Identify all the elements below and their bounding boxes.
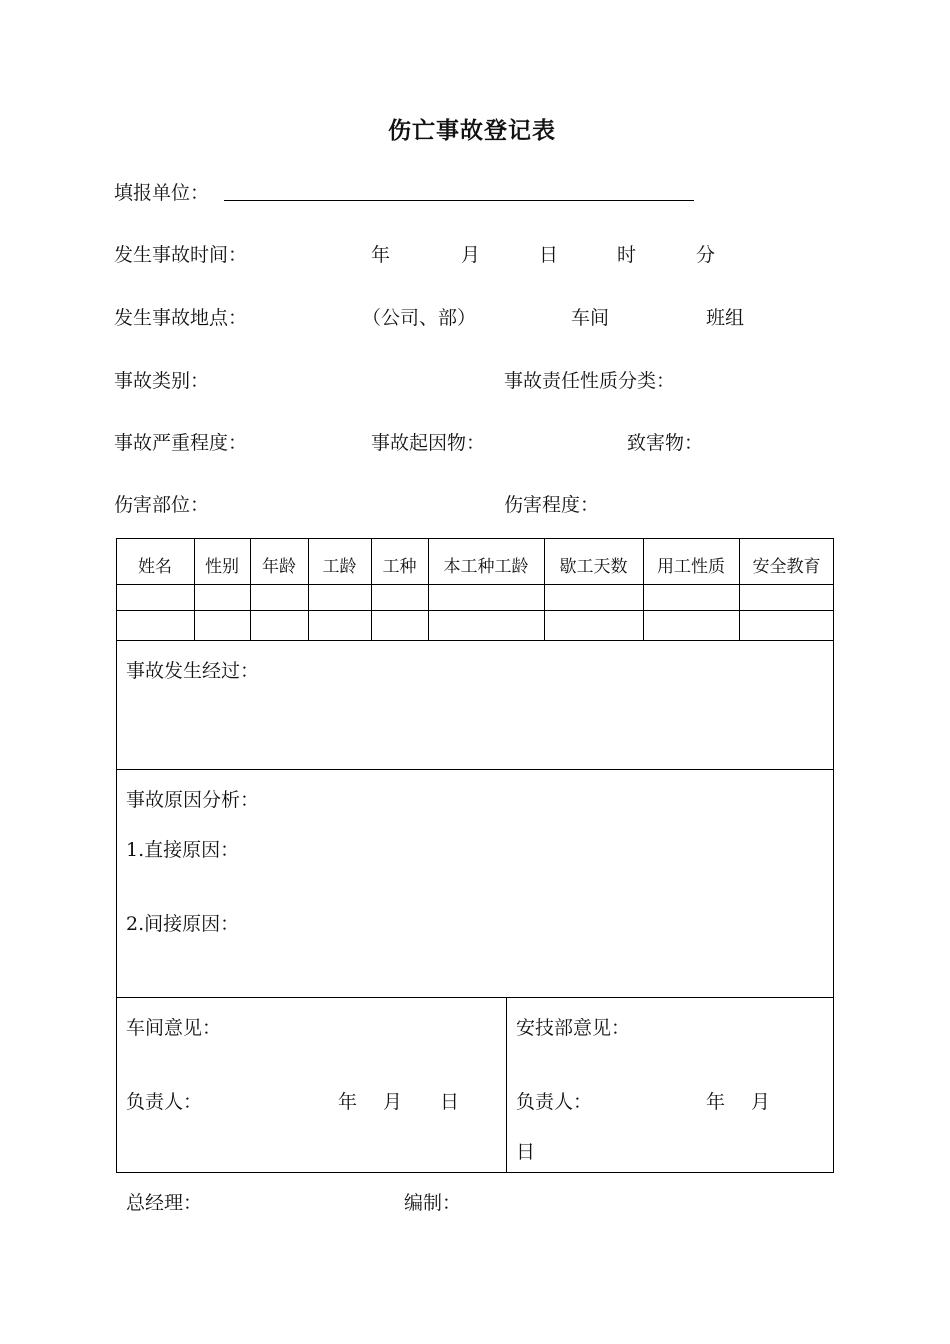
safety-day: 日 xyxy=(516,1141,536,1163)
responsibility-label: 事故责任性质分类： xyxy=(504,370,676,392)
place-company: （公司、部） xyxy=(362,307,477,329)
time-unit-hour: 时 xyxy=(617,244,637,266)
page-title: 伤亡事故登记表 xyxy=(388,117,556,144)
analysis-section-divider xyxy=(116,997,834,998)
time-unit-minute: 分 xyxy=(696,244,716,266)
severity-label: 事故严重程度： xyxy=(114,432,248,454)
header-days-off: 歇工天数 xyxy=(559,557,628,577)
safety-month: 月 xyxy=(751,1091,771,1113)
indirect-cause-label: 2.间接原因： xyxy=(126,913,240,935)
process-section-divider xyxy=(116,769,834,770)
header-age: 年龄 xyxy=(262,557,296,577)
place-label: 发生事故地点： xyxy=(114,307,248,329)
table-bottom-divider xyxy=(116,640,834,641)
place-workshop: 车间 xyxy=(571,307,610,329)
time-unit-month: 月 xyxy=(461,244,481,266)
harm-object-label: 致害物： xyxy=(627,432,704,454)
table-header-divider xyxy=(116,584,834,585)
header-employment-type: 用工性质 xyxy=(657,557,725,577)
injury-part-label: 伤害部位： xyxy=(114,494,210,516)
unit-label: 填报单位： xyxy=(114,182,210,204)
category-label: 事故类别： xyxy=(114,370,210,392)
header-gender: 性别 xyxy=(205,557,239,577)
analysis-label: 事故原因分析： xyxy=(126,789,260,811)
workshop-day: 日 xyxy=(440,1091,460,1113)
injury-degree-label: 伤害程度： xyxy=(504,494,600,516)
process-label: 事故发生经过： xyxy=(126,660,260,682)
workshop-responsible-label: 负责人： xyxy=(126,1091,203,1113)
opinion-divider xyxy=(506,997,507,1173)
safety-responsible-label: 负责人： xyxy=(516,1091,593,1113)
place-team: 班组 xyxy=(706,307,745,329)
header-seniority: 工龄 xyxy=(322,557,357,577)
header-safety-education: 安全教育 xyxy=(752,557,821,577)
safety-year: 年 xyxy=(706,1091,726,1113)
direct-cause-label: 1.直接原因： xyxy=(126,839,240,861)
table-row-divider xyxy=(116,610,834,611)
workshop-month: 月 xyxy=(383,1091,403,1113)
time-unit-year: 年 xyxy=(371,244,391,266)
header-job-seniority: 本工种工龄 xyxy=(443,557,529,577)
safety-opinion-label: 安技部意见： xyxy=(516,1017,631,1039)
time-unit-day: 日 xyxy=(539,244,559,266)
header-name: 姓名 xyxy=(138,557,172,577)
workshop-year: 年 xyxy=(338,1091,358,1113)
workshop-opinion-label: 车间意见： xyxy=(126,1017,222,1039)
compiler-label: 编制： xyxy=(404,1192,462,1214)
cause-object-label: 事故起因物： xyxy=(371,432,486,454)
unit-underline xyxy=(224,200,694,201)
general-manager-label: 总经理： xyxy=(126,1192,203,1214)
time-label: 发生事故时间： xyxy=(114,244,248,266)
header-job-type: 工种 xyxy=(382,557,417,577)
